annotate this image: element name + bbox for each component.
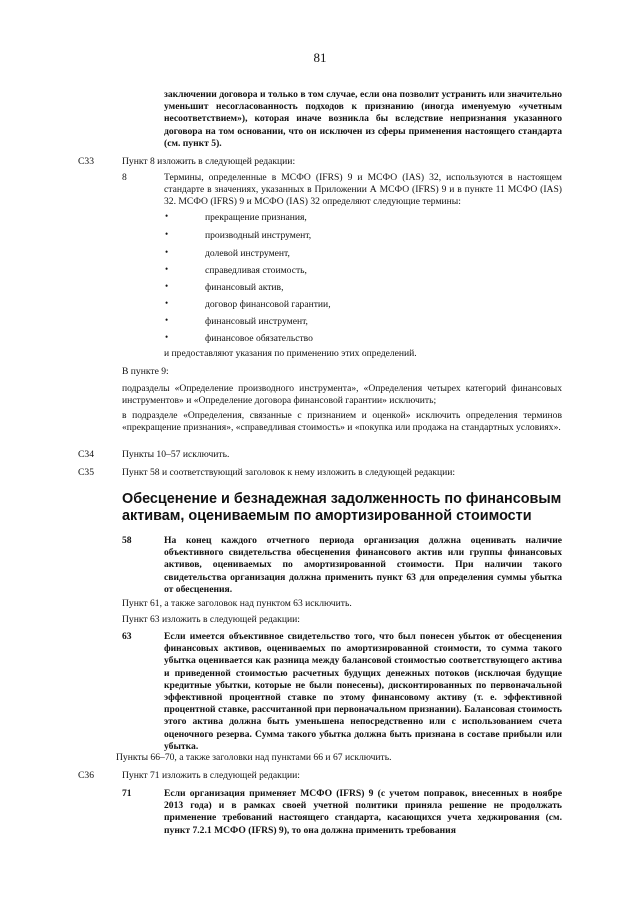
bullet: • (165, 247, 169, 257)
c35-text: Пункт 58 и соответствующий заголовок к нему изложить в следующей редакции: (122, 467, 456, 478)
c35-code: C35 (78, 467, 94, 478)
bullet: • (165, 264, 169, 274)
c34-text: Пункты 10–57 исключить. (122, 449, 230, 460)
p9-label: В пункте 9: (122, 366, 169, 377)
para-58-number: 58 (122, 535, 132, 546)
c36-code: C36 (78, 770, 94, 781)
term-text: финансовое обязательство (205, 333, 313, 344)
heading-line-1: Обесценение и безнадежная задолженность по финансовым (122, 491, 562, 507)
para-8-number: 8 (122, 172, 127, 183)
term-text: долевой инструмент, (205, 248, 290, 259)
para-63-text: Если имеется объективное свидетельство того, что был понесен убыток от обесценения финансовых активов, оцениваемых по амортизированной стоимости, то сумма такого убытка оценивается как разница между балансовой стоимостью соответствующего актива и приведенной стоимостью расчетных будущих денежных потоков (исключая будущие кредитные убытки, которые не были понесены), дисконтированных по первоначальной эффективной процентной ставке по этому финансовому активу (т. е. эффективной процентной ставке, рассчитанной при первоначальном признании). Балансовая стоимость этого актива должна быть уменьшена непосредственно или с использованием счета оценочного резерва. Сумма такого убытка должна быть признана в составе прибыли или убытка. (164, 631, 562, 752)
term-text: прекращение признания, (205, 212, 307, 223)
bullet: • (165, 229, 169, 239)
para-8-text: Термины, определенные в МСФО (IFRS) 9 и МСФО (IAS) 32, используются в настоящем стандарте в значениях, указанных в Приложении А МСФО (IFRS) 9 и в пункте 11 МСФО (IAS) 32. МСФО (IFRS) 9 и МСФО (IAS) 32 определяют следующие термины: (164, 172, 562, 208)
c34-code: C34 (78, 449, 94, 460)
bullet: • (165, 211, 169, 221)
bullet: • (165, 281, 169, 291)
bullet: • (165, 315, 169, 325)
para-58-text: На конец каждого отчетного периода организация должна оценивать наличие объективного свидетельства обесценения финансового актив или группы финансовых активов, оцениваемых по амортизированной стоимости. При наличии такого свидетельства организация должна применить пункт 63 для определения суммы убытка от обесценения. (164, 535, 562, 595)
para-63-number: 63 (122, 631, 132, 642)
terms-closing: и предоставляют указания по применению этих определений. (164, 348, 417, 359)
p9-item-1: подразделы «Определение производного инструмента», «Определения четырех категорий финансовых инструментов» и «Определение договора финансовой гарантии» исключить; (122, 383, 562, 407)
bullet: • (165, 298, 169, 308)
p61-note: Пункт 61, а также заголовок над пунктом 63 исключить. (122, 598, 352, 609)
c33-instruction: Пункт 8 изложить в следующей редакции: (122, 156, 296, 167)
section-heading (122, 491, 562, 525)
c33-code: C33 (78, 156, 94, 167)
term-text: финансовый актив, (205, 282, 284, 293)
para-71-text: Если организация применяет МСФО (IFRS) 9 (с учетом поправок, внесенных в ноябре 2013 года) и в рамках своей учетной политики приняла решение не продолжать применение требований настоящего стандарта, касающихся учета хеджирования (см. пункт 7.2.1 МСФО (IFRS) 9), то она должна применить требования (164, 788, 562, 836)
p63-note: Пункт 63 изложить в следующей редакции: (122, 614, 300, 625)
para-71-number: 71 (122, 788, 132, 799)
term-text: договор финансовой гарантии, (205, 299, 331, 310)
intro-paragraph: заключении договора и только в том случае, если она позволит устранить или значительно уменьшит несогласованность подходов к признанию (иногда именуемую «учетным несоответствием»), которая иначе возникла бы вследствие непризнания указанного договора на том основании, что он исключен из сферы применения настоящего стандарта (см. пункт 5). (164, 89, 562, 149)
page-number: 81 (313, 50, 327, 65)
p66-note: Пункты 66–70, а также заголовки над пунктами 66 и 67 исключить. (116, 752, 392, 763)
p9-item-2: в подразделе «Определения, связанные с признанием и оценкой» исключить определения терминов «прекращение признания», «справедливая стоимость» и «покупка или продажа на стандартных условиях». (122, 410, 562, 434)
term-text: справедливая стоимость, (205, 265, 307, 276)
term-text: производный инструмент, (205, 230, 312, 241)
c36-text: Пункт 71 изложить в следующей редакции: (122, 770, 300, 781)
term-text: финансовый инструмент, (205, 316, 308, 327)
heading-line-2: активам, оцениваемым по амортизированной стоимости (122, 508, 532, 524)
bullet: • (165, 332, 169, 342)
